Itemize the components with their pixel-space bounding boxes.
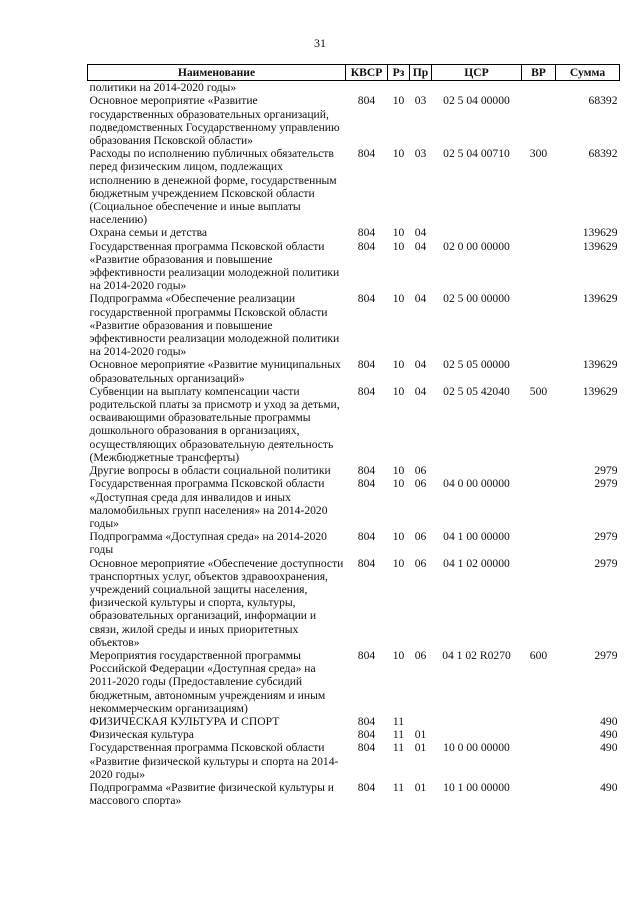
cell-vr xyxy=(522,226,556,239)
cell-vr xyxy=(522,94,556,147)
cell-sum: 490 xyxy=(600,728,618,742)
cell-csr xyxy=(432,81,522,95)
table-row xyxy=(88,741,620,781)
cell-pr: 04 xyxy=(414,384,427,398)
cell-rz: 10 xyxy=(392,648,405,662)
page-number: 31 xyxy=(314,36,326,50)
table-row xyxy=(88,477,620,530)
cell-kvsr: 804 xyxy=(357,477,376,491)
cell-vr: 500 xyxy=(529,384,548,398)
cell-kvsr: 804 xyxy=(357,147,376,161)
budget-table xyxy=(87,64,620,807)
cell-csr xyxy=(432,715,522,728)
table-row xyxy=(88,728,620,741)
cell-pr: 04 xyxy=(414,226,427,240)
cell-csr: 04 1 02 00000 xyxy=(443,556,510,570)
cell-kvsr: 804 xyxy=(357,648,376,662)
header-sum: Сумма xyxy=(556,65,620,81)
cell-name: Другие вопросы в области социальной политики xyxy=(89,464,331,478)
cell-vr xyxy=(522,557,556,649)
cell-vr xyxy=(522,240,556,293)
cell-csr: 04 0 00 00000 xyxy=(443,477,510,491)
cell-name: Подпрограмма «Доступная среда» на 2014-2020 годы xyxy=(89,530,327,557)
cell-rz: 10 xyxy=(392,556,405,570)
cell-name: Расходы по исполнению публичных обязательств перед физическим лицом, подлежащих исполнению в денежной форме, государственным бюджетным учреждением Псковской области (Социальное обеспечение и иные выплаты населению) xyxy=(89,147,337,227)
cell-vr xyxy=(522,530,556,556)
cell-csr xyxy=(432,464,522,477)
table-body xyxy=(88,81,620,808)
cell-pr: 03 xyxy=(414,147,427,161)
table-row xyxy=(88,147,620,226)
cell-name: ФИЗИЧЕСКАЯ КУЛЬТУРА И СПОРТ xyxy=(89,714,280,728)
cell-sum: 139629 xyxy=(582,384,618,398)
cell-name: политики на 2014-2020 годы» xyxy=(89,81,237,95)
header-name: Наименование xyxy=(88,65,346,81)
cell-name: Государственная программа Псковской области «Развитие образования и повышение эффективности реализации молодежной политики на 2014-2020 годы» xyxy=(89,239,340,293)
cell-kvsr: 804 xyxy=(357,239,376,253)
cell-rz: 10 xyxy=(392,292,405,306)
cell-sum: 2979 xyxy=(594,556,618,570)
cell-kvsr: 804 xyxy=(357,358,376,372)
cell-sum: 490 xyxy=(600,780,618,794)
table-row xyxy=(88,81,620,95)
cell-name: Субвенции на выплату компенсации части родительской платы за присмотр и уход за детьми, осваивающими образовательные программы дошкольного образования в организациях, осуществляющих образовательную деятельность (Межбюджетные трансферты) xyxy=(89,384,340,464)
cell-pr xyxy=(410,715,432,728)
cell-sum xyxy=(556,81,620,95)
cell-csr xyxy=(432,728,522,741)
cell-name: Физическая культура xyxy=(89,728,194,742)
table-row xyxy=(88,240,620,293)
table-row xyxy=(88,226,620,239)
cell-csr: 10 1 00 00000 xyxy=(443,780,510,794)
cell-vr xyxy=(522,477,556,530)
cell-rz: 11 xyxy=(392,728,405,742)
table-row xyxy=(88,385,620,464)
cell-rz: 11 xyxy=(392,714,405,728)
cell-sum: 139629 xyxy=(582,292,618,306)
cell-kvsr: 804 xyxy=(357,226,376,240)
cell-vr xyxy=(522,464,556,477)
cell-sum: 2979 xyxy=(594,648,618,662)
header-rz: Рз xyxy=(388,65,410,81)
cell-kvsr: 804 xyxy=(357,292,376,306)
cell-kvsr: 804 xyxy=(357,94,376,108)
cell-vr: 300 xyxy=(529,147,548,161)
cell-sum: 2979 xyxy=(594,477,618,491)
cell-vr xyxy=(522,781,556,807)
cell-kvsr xyxy=(346,81,388,95)
cell-rz xyxy=(388,81,410,95)
cell-pr: 01 xyxy=(414,728,427,742)
table-row xyxy=(88,781,620,807)
cell-sum: 2979 xyxy=(594,530,618,544)
cell-csr: 02 5 05 42040 xyxy=(443,384,510,398)
cell-csr: 02 5 04 00710 xyxy=(443,147,510,161)
cell-vr xyxy=(522,728,556,741)
cell-kvsr: 804 xyxy=(357,741,376,755)
header-pr: Пр xyxy=(410,65,432,81)
cell-vr xyxy=(522,715,556,728)
table-row xyxy=(88,464,620,477)
cell-pr: 04 xyxy=(414,239,427,253)
cell-kvsr: 804 xyxy=(357,464,376,478)
cell-csr: 02 5 05 00000 xyxy=(443,358,510,372)
cell-rz: 10 xyxy=(392,94,405,108)
cell-rz: 11 xyxy=(392,780,405,794)
cell-vr xyxy=(522,292,556,358)
table-row xyxy=(88,358,620,384)
cell-vr xyxy=(522,358,556,384)
cell-kvsr: 804 xyxy=(357,384,376,398)
cell-sum: 139629 xyxy=(582,226,618,240)
cell-kvsr: 804 xyxy=(357,714,376,728)
header-csr: ЦСР xyxy=(432,65,522,81)
cell-name: Подпрограмма «Обеспечение реализации государственной программы Псковской области «Развитие образования и повышение эффективности реализации молодежной политики на 2014-2020 годы» xyxy=(89,292,340,359)
cell-rz: 10 xyxy=(392,226,405,240)
cell-name: Основное мероприятие «Обеспечение доступности транспортных услуг, объектов здравоохранения, учреждений социальной защиты населения, физической культуры и спорта, культуры, образовательных организаций, информации и связи, жилой среды и иных приоритетных объектов» xyxy=(89,556,344,649)
cell-name: Подпрограмма «Развитие физической культуры и массового спорта» xyxy=(89,780,334,808)
cell-sum: 139629 xyxy=(582,358,618,372)
table-row xyxy=(88,649,620,715)
cell-kvsr: 804 xyxy=(357,780,376,794)
cell-vr: 600 xyxy=(529,648,548,662)
cell-sum: 490 xyxy=(600,741,618,755)
cell-csr: 02 5 04 00000 xyxy=(443,94,510,108)
header-kvsr: КВСР xyxy=(346,65,388,81)
cell-pr: 04 xyxy=(414,292,427,306)
cell-pr: 06 xyxy=(414,464,427,478)
cell-rz: 10 xyxy=(392,147,405,161)
cell-name: Охрана семьи и детства xyxy=(89,226,208,240)
cell-csr: 02 5 00 00000 xyxy=(443,292,510,306)
cell-sum: 2979 xyxy=(594,464,618,478)
cell-kvsr: 804 xyxy=(357,556,376,570)
cell-csr: 04 1 02 R0270 xyxy=(442,648,511,662)
header-vr: ВР xyxy=(522,65,556,81)
cell-name: Государственная программа Псковской области «Доступная среда для инвалидов и иных маломобильных групп населения» на 2014-2020 годы» xyxy=(89,477,328,530)
cell-pr: 01 xyxy=(414,741,427,755)
cell-vr xyxy=(522,81,556,95)
cell-pr: 03 xyxy=(414,94,427,108)
cell-pr: 06 xyxy=(414,648,427,662)
table-row xyxy=(88,530,620,556)
cell-name: Основное мероприятие «Развитие муниципальных образовательных организаций» xyxy=(89,358,341,385)
cell-rz: 10 xyxy=(392,358,405,372)
cell-rz: 10 xyxy=(392,384,405,398)
cell-vr xyxy=(522,741,556,781)
cell-kvsr: 804 xyxy=(357,530,376,544)
table-row xyxy=(88,94,620,147)
cell-sum: 490 xyxy=(600,714,618,728)
cell-rz: 10 xyxy=(392,239,405,253)
cell-sum: 68392 xyxy=(588,147,618,161)
cell-pr: 06 xyxy=(414,477,427,491)
cell-pr xyxy=(410,81,432,95)
cell-pr: 06 xyxy=(414,556,427,570)
cell-rz: 11 xyxy=(392,741,405,755)
cell-rz: 10 xyxy=(392,530,405,544)
cell-pr: 04 xyxy=(414,358,427,372)
cell-sum: 139629 xyxy=(582,239,618,253)
cell-kvsr: 804 xyxy=(357,728,376,742)
table-row xyxy=(88,715,620,728)
cell-name: Государственная программа Псковской области «Развитие физической культуры и спорта на 2014-2020 годы» xyxy=(89,741,339,781)
cell-sum: 68392 xyxy=(588,94,618,108)
cell-pr: 06 xyxy=(414,530,427,544)
cell-csr: 02 0 00 00000 xyxy=(443,239,510,253)
cell-rz: 10 xyxy=(392,477,405,491)
table-header-row xyxy=(88,65,620,81)
cell-name: Основное мероприятие «Развитие государственных образовательных организаций, подведомственных Государственному управлению образования Псковской области» xyxy=(89,94,340,148)
cell-name: Мероприятия государственной программы Российской Федерации «Доступная среда» на 2011-2020 годы (Предоставление субсидий бюджетным, автономным учреждениям и иным некоммерческим организациям) xyxy=(89,648,326,715)
table-row xyxy=(88,557,620,649)
cell-rz: 10 xyxy=(392,464,405,478)
cell-csr xyxy=(432,226,522,239)
table-row xyxy=(88,292,620,358)
cell-pr: 01 xyxy=(414,780,427,794)
cell-csr: 10 0 00 00000 xyxy=(443,741,510,755)
cell-csr: 04 1 00 00000 xyxy=(443,530,510,544)
